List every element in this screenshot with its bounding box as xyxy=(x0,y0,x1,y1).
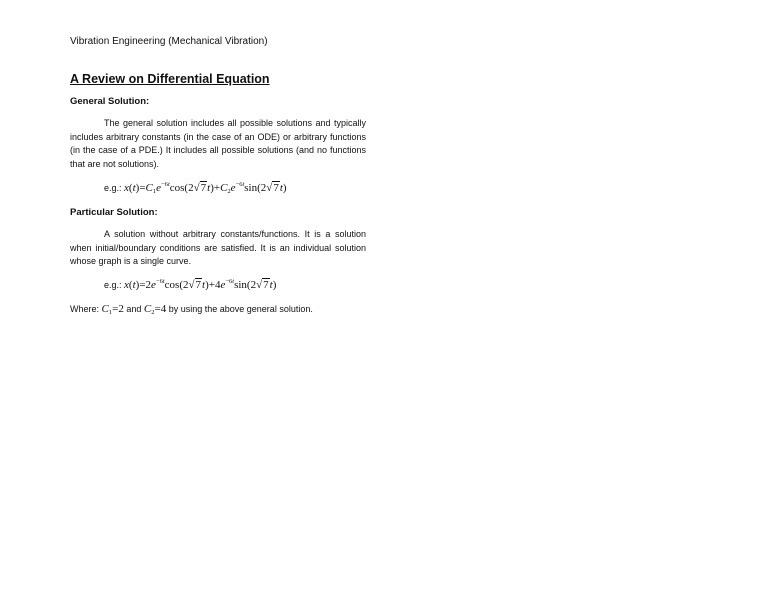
particular-solution-heading: Particular Solution: xyxy=(70,207,158,218)
example-label: e.g.: xyxy=(104,183,122,193)
particular-solution-example xyxy=(104,278,276,292)
where-suffix: by using the above general solution. xyxy=(168,304,313,314)
document-title: A Review on Differential Equation xyxy=(70,72,270,86)
where-statement xyxy=(70,302,313,316)
example-label: e.g.: xyxy=(104,280,122,290)
c1-condition: $C_1=2$ xyxy=(101,303,124,316)
c2-condition: $C_2=4$ xyxy=(143,303,167,316)
particular-solution-paragraph: A solution without arbitrary constants/functions. It is a solution when initial/boundary conditions are satisfied. It is an individual solution whose graph is a single curve. xyxy=(70,229,366,267)
particular-solution-equation: $x(t)=2e^{-6t}\cos(2√7t)+4e^{-6t}\sin(2√7t)$ xyxy=(124,278,277,291)
general-solution-heading: General Solution: xyxy=(70,96,150,107)
general-solution-paragraph: The general solution includes all possible solutions and typically includes arbitrary constants (in the case of an ODE) or arbitrary functions (in the case of a PDE.) It includes all possible solutions (and no functions that are not solutions). xyxy=(70,118,366,169)
where-prefix: Where: xyxy=(70,304,100,314)
where-joiner: and xyxy=(126,304,142,314)
general-solution-example xyxy=(104,181,287,195)
general-solution-equation: $x(t)=C_1e^{-6t}\cos(2√7t)+C_2e^{-6t}\sin(2√7t)$ xyxy=(124,181,287,195)
running-header: Vibration Engineering (Mechanical Vibration) xyxy=(70,36,268,47)
